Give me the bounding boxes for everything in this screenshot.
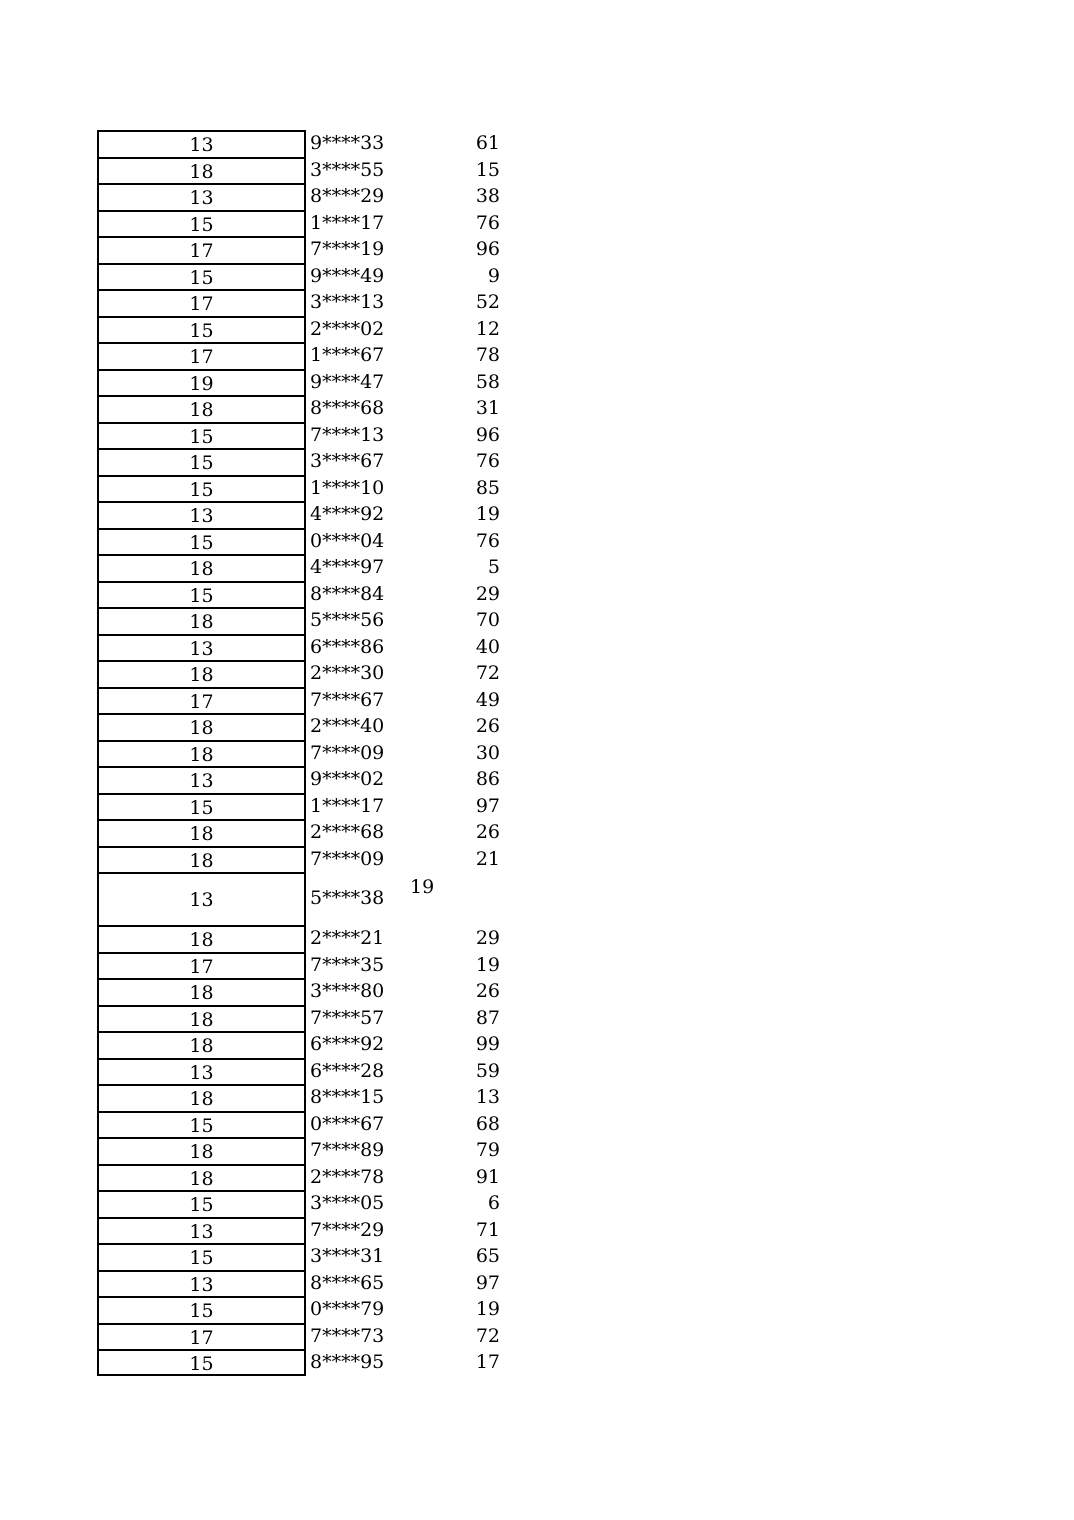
cell-value[interactable]: 78 [475,344,500,366]
cell-masked-id[interactable]: 4****92 [310,503,385,525]
table-row [97,183,517,210]
cell-value[interactable]: 40 [475,635,500,658]
cell-code[interactable]: 17 [97,289,306,316]
table-row [97,263,517,290]
cell-masked-id[interactable]: 7****67 [310,688,385,711]
cell-code[interactable]: 17 [97,342,306,369]
cell-code[interactable]: 15 [97,448,306,475]
cell-value[interactable]: 58 [475,370,500,393]
cell-value[interactable]: 96 [475,423,500,446]
table-row [97,1349,517,1376]
cell-code[interactable]: 18 [97,846,306,873]
table-row [97,1058,517,1085]
cell-value[interactable]: 85 [475,476,500,499]
table-row [97,952,517,979]
cell-masked-id[interactable]: 4****97 [310,556,385,578]
cell-masked-id[interactable]: 1****10 [310,476,385,499]
cell-code[interactable]: 13 [97,872,306,925]
cell-masked-id[interactable]: 7****09 [310,847,385,870]
cell-masked-id[interactable]: 5****38 [310,887,385,909]
table-row [97,501,517,528]
table-row [97,342,517,369]
cell-code[interactable]: 18 [97,819,306,846]
cell-masked-id[interactable]: 3****67 [310,450,385,472]
cell-code[interactable]: 18 [97,395,306,422]
table-row [97,766,517,793]
table-row [97,819,517,846]
cell-value[interactable]: 96 [475,238,500,260]
table-row [97,289,517,316]
table-row [97,475,517,502]
cell-code[interactable]: 18 [97,925,306,952]
cell-value[interactable]: 19 [475,1298,500,1320]
cell-code[interactable]: 13 [97,634,306,661]
table-row [97,634,517,661]
cell-value[interactable]: 29 [475,927,500,949]
cell-code[interactable]: 17 [97,236,306,263]
table-row [97,1217,517,1244]
table-row [97,713,517,740]
cell-value[interactable]: 59 [475,1059,500,1082]
table-row [97,740,517,767]
table-row [97,236,517,263]
cell-code[interactable]: 13 [97,1270,306,1297]
cell-masked-id[interactable]: 8****65 [310,1271,385,1294]
cell-code[interactable]: 18 [97,660,306,687]
cell-value[interactable]: 97 [475,794,500,817]
cell-value[interactable]: 29 [475,582,500,605]
cell-masked-id[interactable]: 6****86 [310,635,385,658]
cell-value[interactable]: 30 [475,741,500,764]
cell-code[interactable]: 15 [97,316,306,343]
cell-value[interactable]: 71 [475,1218,500,1241]
cell-code[interactable]: 19 [97,369,306,396]
table-row [97,581,517,608]
cell-value[interactable]: 9 [487,264,500,287]
cell-value[interactable]: 17 [475,1351,500,1373]
cell-value[interactable]: 87 [475,1006,500,1029]
cell-value[interactable]: 19 [410,876,435,898]
cell-value[interactable]: 26 [475,715,500,737]
cell-masked-id[interactable]: 3****80 [310,980,385,1002]
cell-masked-id[interactable]: 2****02 [310,317,385,340]
cell-code[interactable]: 15 [97,210,306,237]
cell-code[interactable]: 15 [97,581,306,608]
table-row [97,369,517,396]
cell-code[interactable]: 18 [97,1031,306,1058]
cell-code[interactable]: 15 [97,1349,306,1376]
cell-value[interactable]: 21 [475,847,500,870]
table-row [97,1190,517,1217]
cell-masked-id[interactable]: 9****47 [310,370,385,393]
table-row [97,846,517,873]
cell-value[interactable]: 79 [475,1139,500,1161]
cell-masked-id[interactable]: 7****57 [310,1006,385,1029]
table-row [97,925,517,952]
cell-masked-id[interactable]: 0****67 [310,1112,385,1135]
table-row [97,528,517,555]
table-row [97,1323,517,1350]
table-row [97,422,517,449]
table-row [97,316,517,343]
cell-masked-id[interactable]: 0****04 [310,529,385,552]
cell-masked-id[interactable]: 7****29 [310,1218,385,1241]
cell-masked-id[interactable]: 9****49 [310,264,385,287]
table-row [97,1243,517,1270]
cell-masked-id[interactable]: 1****17 [310,211,385,234]
cell-value[interactable]: 76 [475,529,500,552]
table-row [97,687,517,714]
cell-code[interactable]: 18 [97,1084,306,1111]
cell-code[interactable]: 15 [97,422,306,449]
cell-code[interactable]: 18 [97,1137,306,1164]
cell-masked-id[interactable]: 2****78 [310,1165,385,1188]
table-row [97,1084,517,1111]
table-row [97,872,517,925]
cell-masked-id[interactable]: 8****15 [310,1086,385,1108]
cell-value[interactable]: 26 [475,821,500,843]
cell-code[interactable]: 13 [97,766,306,793]
cell-value[interactable]: 97 [475,1271,500,1294]
table-row [97,1296,517,1323]
cell-code[interactable]: 15 [97,793,306,820]
cell-code[interactable]: 15 [97,263,306,290]
cell-masked-id[interactable]: 8****95 [310,1351,385,1373]
cell-masked-id[interactable]: 3****13 [310,291,385,313]
cell-value[interactable]: 13 [475,1086,500,1108]
cell-masked-id[interactable]: 1****67 [310,344,385,366]
cell-value[interactable]: 91 [475,1165,500,1188]
cell-masked-id[interactable]: 2****21 [310,927,385,949]
cell-code[interactable]: 18 [97,554,306,581]
cell-code[interactable]: 15 [97,528,306,555]
cell-masked-id[interactable]: 1****17 [310,794,385,817]
cell-code[interactable]: 18 [97,1005,306,1032]
table-row [97,157,517,184]
cell-code[interactable]: 13 [97,130,306,157]
cell-masked-id[interactable]: 2****68 [310,821,385,843]
cell-value[interactable]: 65 [475,1245,500,1267]
cell-code[interactable]: 18 [97,978,306,1005]
cell-masked-id[interactable]: 0****79 [310,1298,385,1320]
table-row [97,1111,517,1138]
cell-masked-id[interactable]: 7****73 [310,1324,385,1347]
cell-masked-id[interactable]: 7****35 [310,953,385,976]
cell-code[interactable]: 18 [97,1164,306,1191]
cell-code[interactable]: 15 [97,1190,306,1217]
cell-value[interactable]: 12 [475,317,500,340]
cell-masked-id[interactable]: 7****89 [310,1139,385,1161]
table-row [97,554,517,581]
table-row [97,1164,517,1191]
table-row [97,1137,517,1164]
table-row [97,660,517,687]
cell-masked-id[interactable]: 2****40 [310,715,385,737]
cell-value[interactable]: 31 [475,397,500,419]
cell-value[interactable]: 19 [475,953,500,976]
table-row [97,1031,517,1058]
cell-value[interactable]: 15 [475,158,500,181]
table-row [97,130,517,157]
cell-value[interactable]: 6 [487,1192,500,1214]
cell-masked-id[interactable]: 3****55 [310,158,385,181]
cell-value[interactable]: 5 [487,556,500,578]
cell-code[interactable]: 13 [97,501,306,528]
table-row [97,395,517,422]
cell-value[interactable]: 26 [475,980,500,1002]
cell-masked-id[interactable]: 7****13 [310,423,385,446]
cell-code[interactable]: 15 [97,1243,306,1270]
table-row [97,1270,517,1297]
cell-masked-id[interactable]: 2****30 [310,662,385,684]
cell-code[interactable]: 15 [97,475,306,502]
cell-masked-id[interactable]: 5****56 [310,609,385,631]
cell-code[interactable]: 13 [97,1217,306,1244]
cell-value[interactable]: 72 [475,1324,500,1347]
cell-value[interactable]: 86 [475,768,500,790]
cell-masked-id[interactable]: 3****05 [310,1192,385,1214]
table-row [97,210,517,237]
cell-masked-id[interactable]: 8****29 [310,185,385,207]
cell-masked-id[interactable]: 7****19 [310,238,385,260]
cell-code[interactable]: 18 [97,157,306,184]
cell-value[interactable]: 72 [475,662,500,684]
cell-masked-id[interactable]: 3****31 [310,1245,385,1267]
cell-code[interactable]: 15 [97,1111,306,1138]
cell-value[interactable]: 76 [475,211,500,234]
cell-code[interactable]: 18 [97,713,306,740]
cell-value[interactable]: 76 [475,450,500,472]
cell-value[interactable]: 68 [475,1112,500,1135]
table-row [97,1005,517,1032]
cell-code[interactable]: 17 [97,952,306,979]
cell-masked-id[interactable]: 8****84 [310,582,385,605]
cell-masked-id[interactable]: 9****02 [310,768,385,790]
cell-masked-id[interactable]: 7****09 [310,741,385,764]
cell-masked-id[interactable]: 9****33 [310,132,385,154]
cell-code[interactable]: 13 [97,183,306,210]
cell-value[interactable]: 52 [475,291,500,313]
cell-masked-id[interactable]: 6****28 [310,1059,385,1082]
table-row [97,607,517,634]
table-row [97,448,517,475]
cell-masked-id[interactable]: 8****68 [310,397,385,419]
cell-code[interactable]: 17 [97,1323,306,1350]
cell-masked-id[interactable]: 6****92 [310,1033,385,1055]
cell-value[interactable]: 19 [475,503,500,525]
cell-code[interactable]: 15 [97,1296,306,1323]
cell-value[interactable]: 38 [475,185,500,207]
cell-value[interactable]: 49 [475,688,500,711]
cell-code[interactable]: 18 [97,740,306,767]
cell-code[interactable]: 18 [97,607,306,634]
cell-value[interactable]: 70 [475,609,500,631]
table-row [97,978,517,1005]
cell-code[interactable]: 17 [97,687,306,714]
cell-code[interactable]: 13 [97,1058,306,1085]
cell-value[interactable]: 61 [475,132,500,154]
cell-value[interactable]: 99 [475,1033,500,1055]
table-row [97,793,517,820]
